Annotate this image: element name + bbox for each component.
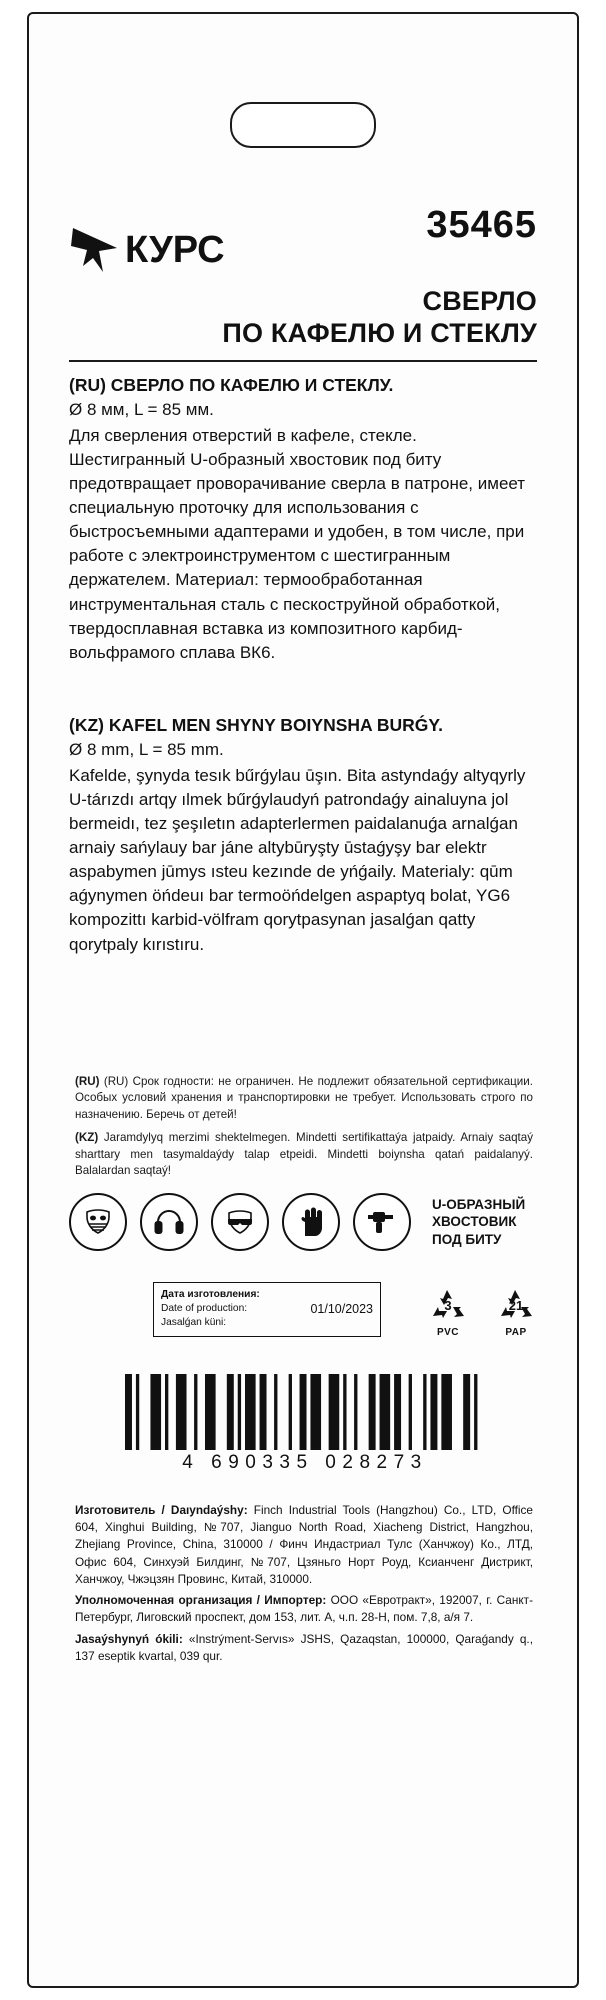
recycle-mark-pvc — [421, 1286, 475, 1338]
shank-note-line3: ПОД БИТУ — [432, 1231, 502, 1247]
production-label-en: Date of production: — [161, 1303, 248, 1315]
production-date-value: 01/10/2023 — [310, 1302, 373, 1317]
recycle-caption-pvc: PVC — [436, 1327, 460, 1338]
barcode-image — [125, 1374, 485, 1450]
kz-rep-text: «Instrýment-Servıs» JSHS, Qazaqstan, 100000, Qaraǵandy q., 137 eseptik kvartal, 039 qur. — [75, 1631, 533, 1663]
fineprint-kz-label: (KZ) — [75, 1131, 99, 1145]
importer-label: Уполномоченная организация / Импортер: — [75, 1593, 327, 1608]
recycle-caption-pap: PAP — [505, 1327, 527, 1338]
manufacturer-text: Finch Industrial Tools (Hangzhou) Co., LTD, Office 604, Xinghui Building, №707, Jianguo North Road, Xiacheng District, Hangzhou, Zhejiang Province, China, 310000 / Финч Индастриал Тулс (Ханчжоу) Ко., ЛТД, Офис 604, Синхуэй Билдинг, №707, Цзяньго Норт Роуд, Ксианченг Дистрикт, Ханчжоу, Чжэцзян Провинс, Китай, 310000. — [75, 1503, 533, 1586]
recycle-mark-pap — [489, 1286, 543, 1338]
respirator-icon — [69, 1193, 127, 1251]
sku-number: 35465 — [426, 204, 537, 246]
manufacturer-line — [75, 1502, 533, 1588]
drill-tool-icon — [353, 1193, 411, 1251]
description-kz-dimensions: Ø 8 mm, L = 85 mm. — [69, 739, 224, 759]
safety-goggles-icon — [211, 1193, 269, 1251]
pictogram-row — [69, 1186, 537, 1258]
shank-note — [432, 1196, 525, 1248]
fineprint-kz — [75, 1130, 533, 1179]
production-date-box — [153, 1282, 381, 1337]
production-date-labels — [161, 1288, 260, 1330]
description-ru-heading: (RU) СВЕРЛО ПО КАФЕЛЮ И СТЕКЛУ. — [69, 375, 394, 395]
footer-block — [75, 1502, 533, 1669]
barcode-block — [125, 1374, 485, 1474]
kz-rep-line — [75, 1631, 533, 1665]
description-ru-dimensions: Ø 8 мм, L = 85 мм. — [69, 399, 214, 419]
description-kz-body: Kafelde, şynyda tesık bűrǵylau ūşın. Bita astyndaǵy altyqyrly U-tárızdı artqy ılmek bűrǵylaudyń patrondaǵy ainaluyna jol bermeidı, tez şeşıletın adapterlermen paidalanuǵa arnalǵan arnaiy sańylauy bar jáne altybūryşty ūstaǵyşy bar elektr aspabymen jūmys ısteu kezınde de yńǵaily. Materialy: qūm aǵynymen öńdeuı bar termoöńdelgen aspaptyq bolat, YG6 kompozittı karbid-völfram qorytpasynan jasalǵan qatty qorytpaly kırıstıru. — [69, 765, 526, 954]
fineprint-block — [75, 1074, 533, 1187]
barcode-number: 4 690335 028273 — [182, 1452, 428, 1473]
page-title — [69, 286, 537, 350]
euro-hang-hole — [230, 102, 376, 148]
manufacturer-label: Изготовитель / Daıyndaýshy: — [75, 1503, 248, 1517]
description-ru — [69, 374, 537, 665]
production-row — [69, 1282, 537, 1356]
ear-protection-icon — [140, 1193, 198, 1251]
fineprint-ru — [75, 1074, 533, 1123]
product-title-line1: СВЕРЛО — [422, 286, 537, 316]
kz-rep-label: Jasaýshynyń ókili: — [75, 1631, 183, 1646]
fineprint-ru-label: (RU) — [75, 1075, 100, 1088]
production-label-ru: Дата изготовления: — [161, 1289, 260, 1300]
fineprint-ru-text: (RU) Срок годности: не ограничен. Не подлежит обязательной сертификации. Особых условий хранения и транспортировки не требует. Использовать строго по назначению. Беречь от детей! — [75, 1075, 533, 1121]
label-card — [27, 12, 579, 1988]
recycle-number-pap: 21 — [508, 1298, 524, 1313]
brand-logo — [69, 222, 225, 278]
fineprint-kz-text: Jaramdylyq merzimi shektelmegen. Mindetti sertifikattaýa jatpaidy. Arnaiy saqtaý sharttary men tasymaldaýdy talap etpeidi. Mindetti boiynsha qatań paidalanyý. Balalardan saqtaý! — [75, 1131, 533, 1178]
title-divider — [69, 360, 537, 362]
recycle-number-pvc: 3 — [444, 1298, 452, 1313]
arrow-logo-icon — [69, 222, 121, 278]
brand-name: КУРС — [125, 228, 225, 271]
importer-line — [75, 1592, 533, 1626]
shank-note-line1: U-ОБРАЗНЫЙ — [432, 1197, 526, 1213]
shank-note-line2: ХВОСТОВИК — [432, 1214, 517, 1230]
description-kz-heading: (KZ) KAFEL MEN SHYNY BOIYNSHA BURǴY. — [69, 715, 444, 735]
description-kz — [69, 714, 537, 957]
product-title-line2: ПО КАФЕЛЮ И СТЕКЛУ — [222, 317, 537, 348]
description-ru-body: Для сверления отверстий в кафеле, стекле. Шестигранный U-образный хвостовик под биту предотвращает проворачивание сверла в патроне, имеет специальную проточку для использования с быстросъемными адаптерами и удобен, в том числе, при работе с электроинструментом с шестигранным держателем. Материал: термообработанная инструментальная сталь с пескоструйной обработкой, твердосплавная вставка из композитного карбид-вольфрамого сплава ВК6. — [69, 425, 526, 662]
importer-text: ООО «Евротракт», 192007, г. Санкт-Петербург, Лиговский проспект, дом 153, лит. А, ч.п. 28-Н, пом. 7,8, а/я 7. — [75, 1593, 534, 1625]
production-label-kz: Jasalǵan küni: — [161, 1317, 227, 1329]
protective-gloves-icon — [282, 1193, 340, 1251]
